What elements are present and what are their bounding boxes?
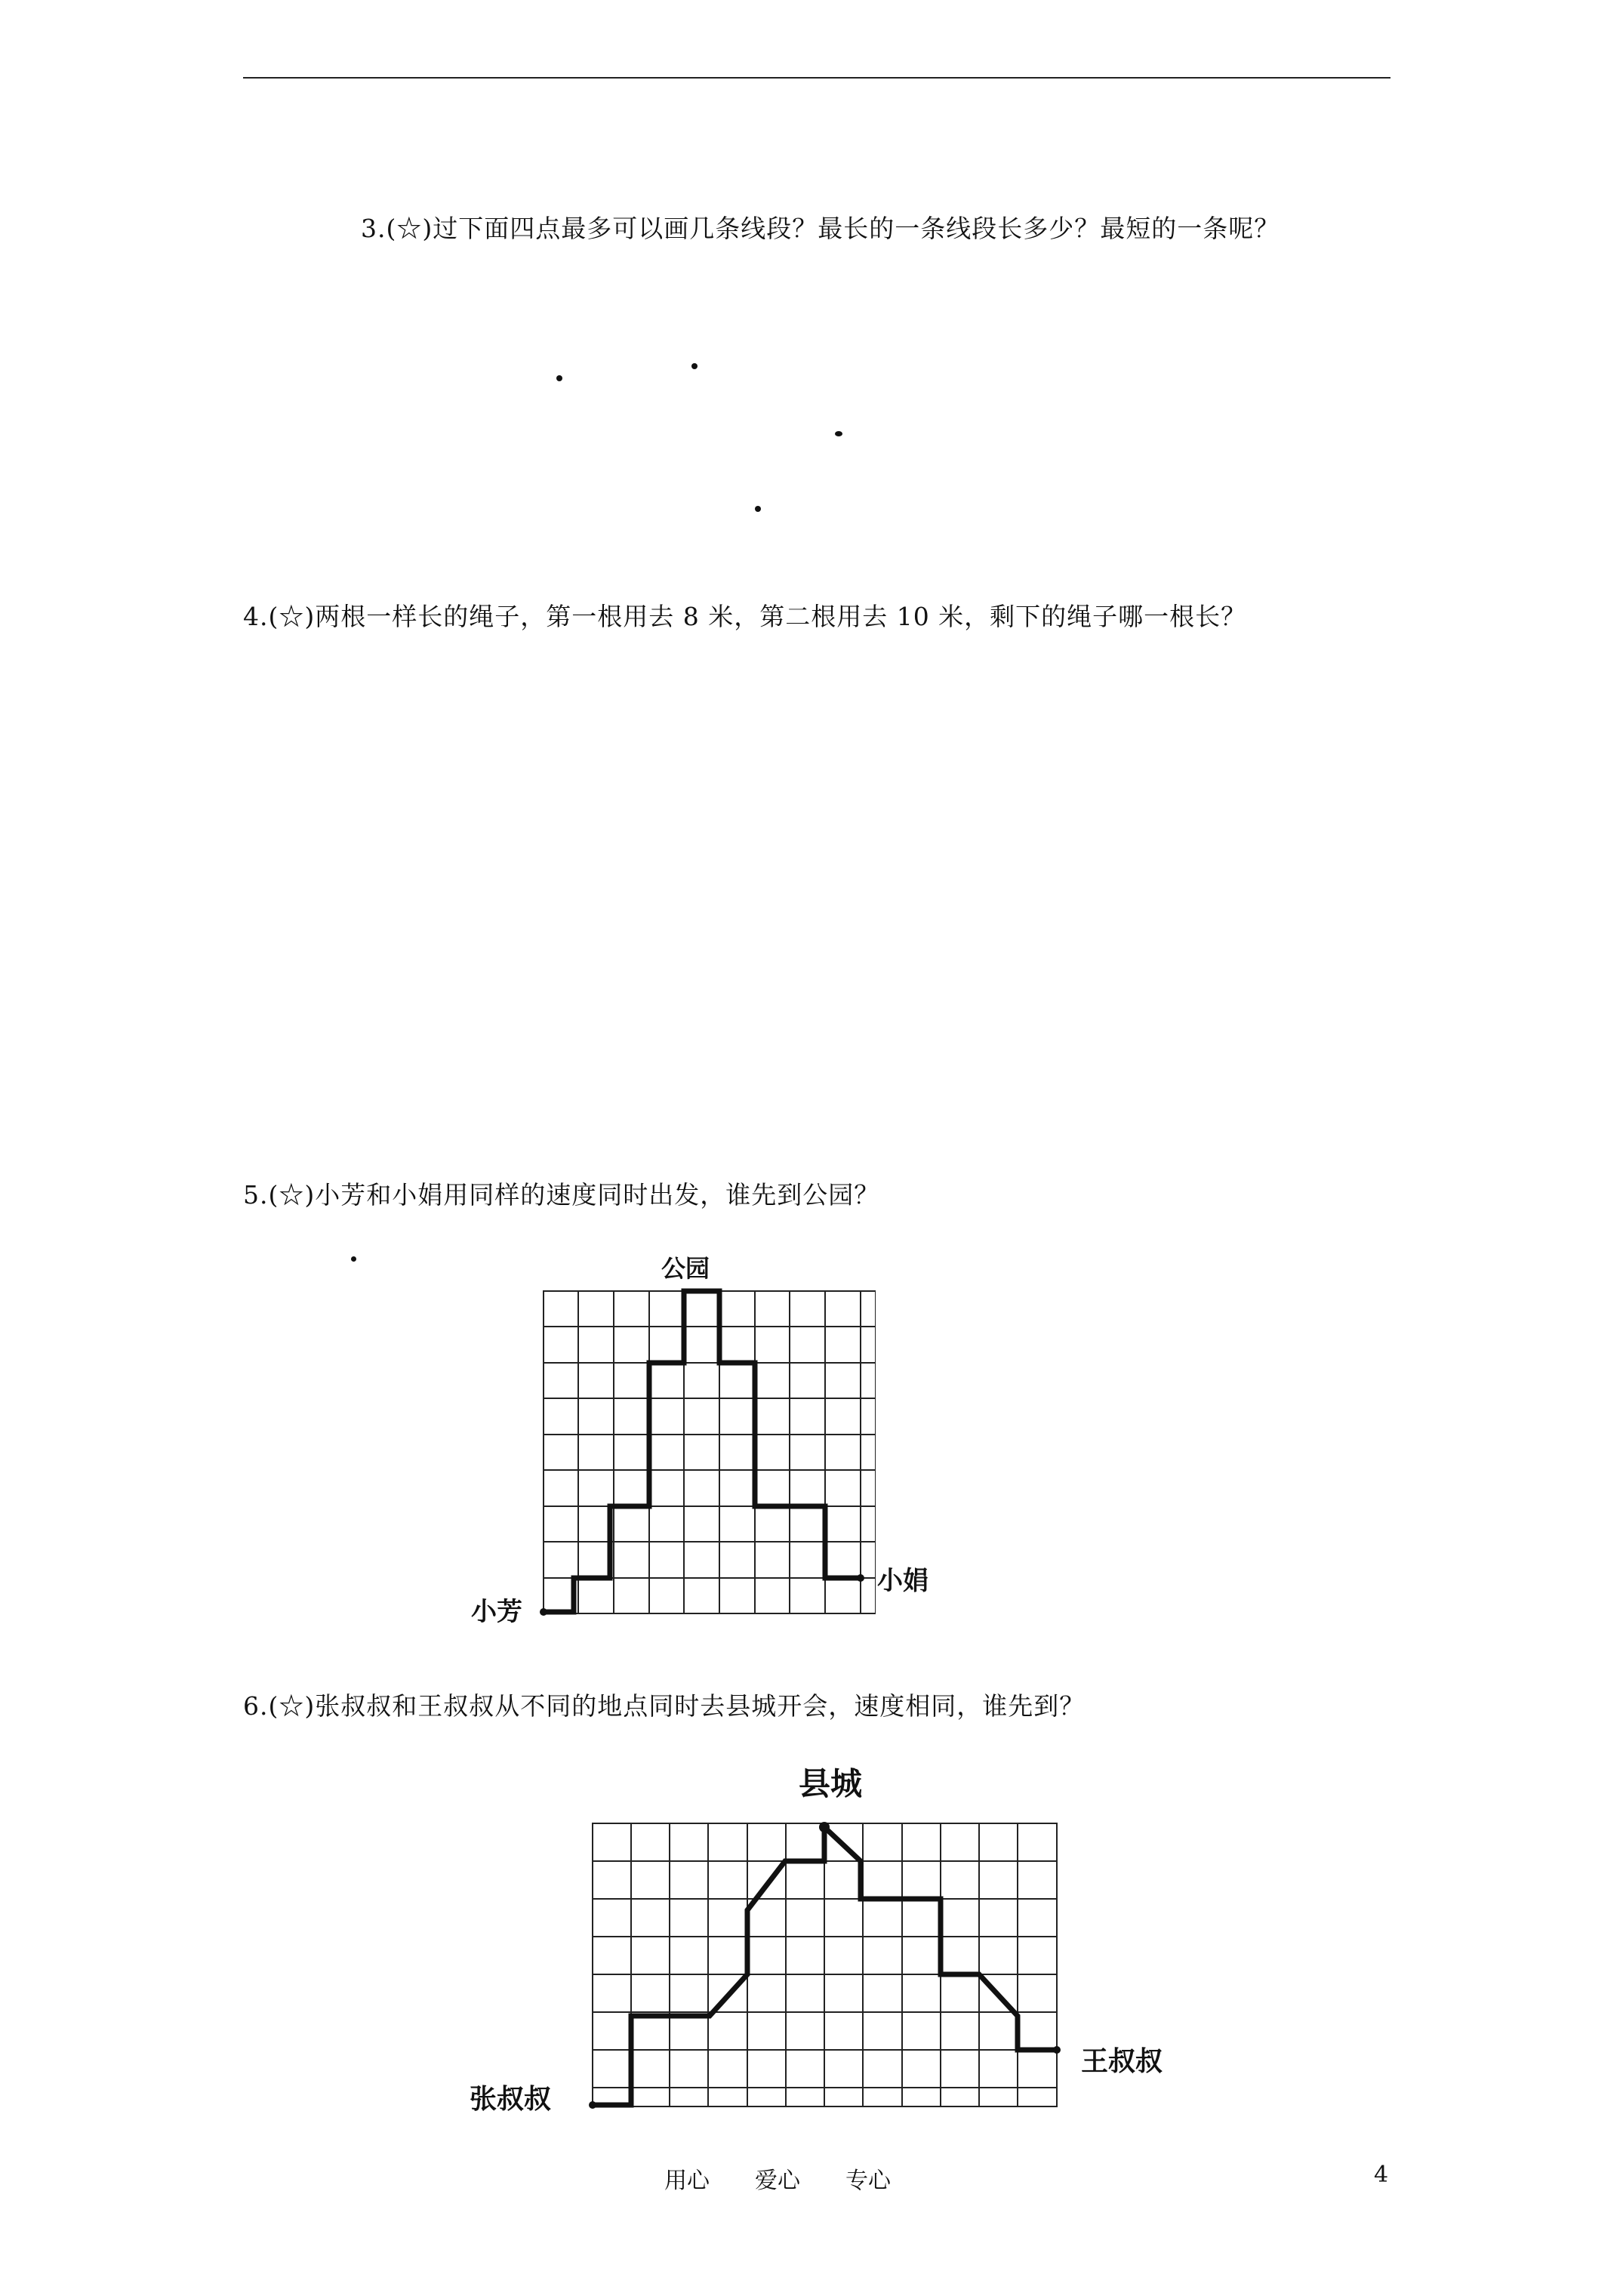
question-6: 6.(☆)张叔叔和王叔叔从不同的地点同时去县城开会，速度相同，谁先到？ — [243, 1691, 1086, 1721]
point-2 — [691, 363, 698, 369]
xiaojuan-start-dot — [857, 1574, 864, 1582]
question-5: 5.(☆)小芳和小娟用同样的速度同时出发，谁先到公园？ — [243, 1180, 880, 1210]
park-label: 公园 — [661, 1254, 710, 1283]
uncle-wang-label: 王叔叔 — [1081, 2046, 1163, 2077]
header-rule — [243, 77, 1390, 79]
county-route-grid — [581, 1812, 1064, 2114]
stray-dot — [351, 1256, 356, 1262]
point-4 — [755, 506, 761, 512]
xiaojuan-label: 小娟 — [877, 1566, 929, 1596]
grid-lines — [593, 1823, 1057, 2106]
uncle-wang-start-dot — [1053, 2046, 1061, 2054]
point-3 — [835, 431, 842, 436]
footer-motto: 用心 爱心 专心 — [664, 2168, 891, 2194]
uncle-zhang-label: 张叔叔 — [470, 2084, 552, 2115]
uncle-zhang-start-dot — [589, 2101, 596, 2109]
point-1 — [556, 375, 562, 381]
xiaofang-label: 小芳 — [471, 1597, 522, 1627]
county-town-label: 县城 — [799, 1765, 863, 1802]
county-town-dot — [819, 1822, 830, 1832]
page-number: 4 — [1374, 2162, 1389, 2188]
xiaofang-start-dot — [540, 1608, 547, 1616]
question-4: 4.(☆)两根一样长的绳子，第一根用去 8 米，第二根用去 10 米，剩下的绳子哪一根长？ — [243, 602, 1247, 631]
question-3: 3.(☆)过下面四点最多可以画几条线段？最长的一条线段长多少？最短的一条呢？ — [361, 214, 1280, 243]
xiaofang-route — [544, 1291, 861, 1612]
park-route-grid — [528, 1276, 876, 1623]
